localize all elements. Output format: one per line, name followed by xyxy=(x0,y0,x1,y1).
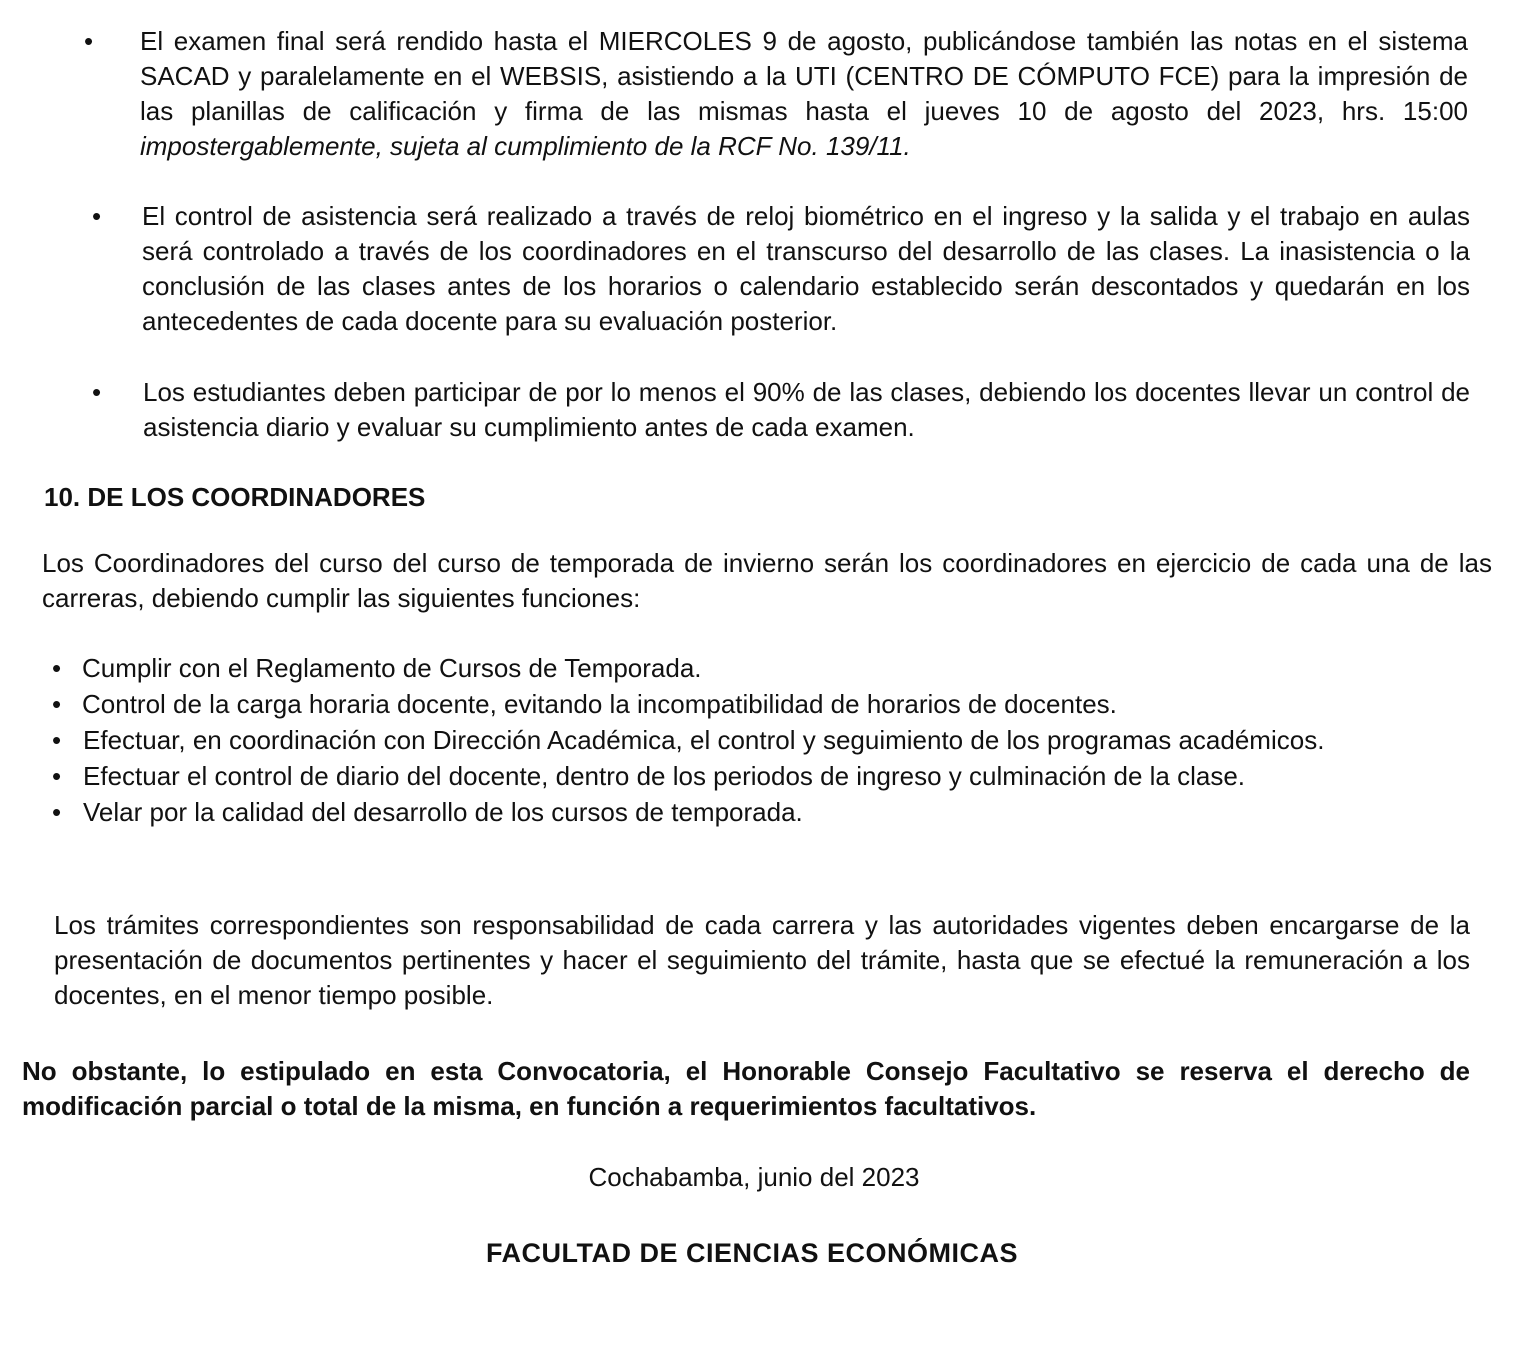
functions-list xyxy=(52,651,1492,830)
bullet-text-plain: El examen final será rendido hasta el MIERCOLES 9 de agosto, publicándose también las notas en el sistema SACAD y paralelamente en el WEBSIS, asistiendo a la UTI (CENTRO DE CÓMPUTO FCE) para la impresión de las planillas de calificación y firma de las mismas hasta el jueves 10 de agosto del 2023, hrs. 15:00 xyxy=(140,26,1468,126)
list-item-text: Velar por la calidad del desarrollo de los cursos de temporada. xyxy=(83,797,803,827)
bullet-marker: • xyxy=(84,26,94,56)
list-item xyxy=(52,759,1492,794)
list-item-text: Efectuar, en coordinación con Dirección Académica, el control y seguimiento de los programas académicos. xyxy=(83,725,1325,755)
list-item-text: Control de la carga horaria docente, evitando la incompatibilidad de horarios de docentes. xyxy=(82,689,1117,719)
bullet-text: El control de asistencia será realizado a través de reloj biométrico en el ingreso y la salida y el trabajo en aulas será controlado a través de los coordinadores en el transcurso del desarrollo de las clases. La inasistencia o la conclusión de las clases antes de los horarios o calendario establecido serán descontados y quedarán en los antecedentes de cada docente para su evaluación posterior. xyxy=(142,201,1470,336)
section-heading: 10. DE LOS COORDINADORES xyxy=(44,482,426,512)
bullet-marker: • xyxy=(52,689,62,719)
procedures-paragraph: Los trámites correspondientes son responsabilidad de cada carrera y las autoridades vigentes deben encargarse de la presentación de documentos pertinentes y hacer el seguimiento del trámite, hasta que se efectué la remuneración a los docentes, en el menor tiempo posible. xyxy=(54,910,1470,1010)
bullet-text: Los estudiantes deben participar de por lo menos el 90% de las clases, debiendo los docentes llevar un control de asistencia diario y evaluar su cumplimiento antes de cada examen. xyxy=(143,377,1470,442)
list-item xyxy=(52,651,1492,686)
reservation-paragraph: No obstante, lo estipulado en esta Convocatoria, el Honorable Consejo Facultativo se reserva el derecho de modificación parcial o total de la misma, en función a requerimientos facultativos. xyxy=(22,1056,1470,1121)
bullet-text xyxy=(140,24,1468,164)
signature-entity: FACULTAD DE CIENCIAS ECONÓMICAS xyxy=(485,1238,1018,1268)
bullet-marker: • xyxy=(92,377,102,407)
place-date: Cochabamba, junio del 2023 xyxy=(588,1162,920,1192)
bullet-marker: • xyxy=(52,725,62,755)
bullet-marker: • xyxy=(52,653,62,683)
bullet-marker: • xyxy=(52,761,62,791)
list-item xyxy=(52,795,1492,830)
list-item xyxy=(52,687,1492,722)
section-intro-paragraph: Los Coordinadores del curso del curso de temporada de invierno serán los coordinadores en ejercicio de cada una de las carreras, debiendo cumplir las siguientes funciones: xyxy=(42,548,1492,613)
bullet-text-italic: impostergablemente, sujeta al cumplimiento de la RCF No. 139/11. xyxy=(140,131,911,161)
list-item-text: Efectuar el control de diario del docente, dentro de los periodos de ingreso y culminación de la clase. xyxy=(83,761,1246,791)
list-item-text: Cumplir con el Reglamento de Cursos de Temporada. xyxy=(82,653,702,683)
bullet-marker: • xyxy=(92,201,102,231)
bullet-marker: • xyxy=(52,797,62,827)
list-item xyxy=(52,723,1492,758)
